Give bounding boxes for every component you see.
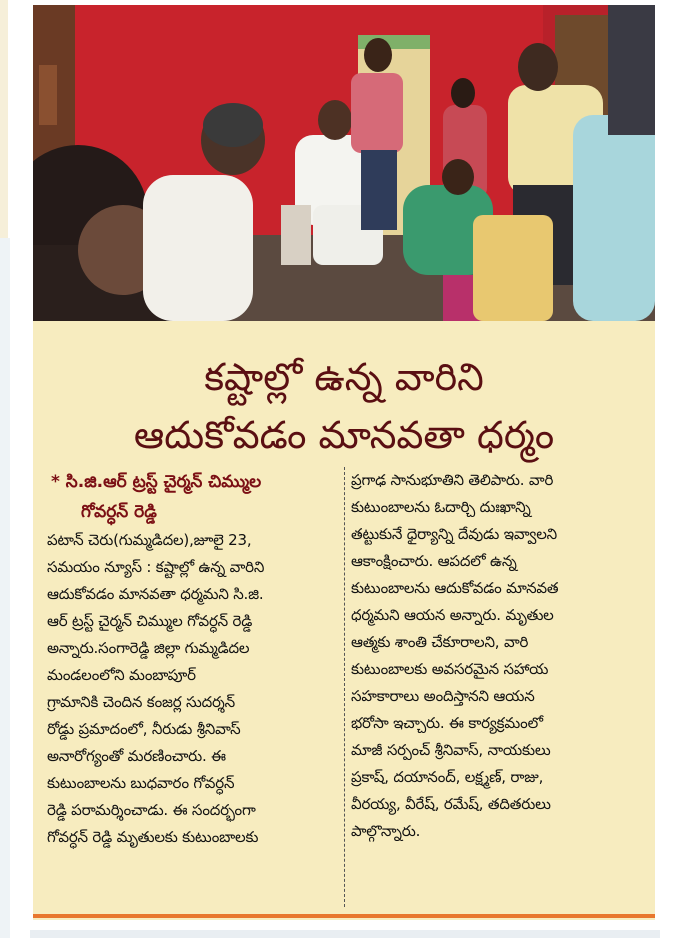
page-edge-left (0, 0, 8, 238)
byline (47, 467, 347, 527)
page-edge-bottom (30, 930, 660, 938)
text-line: రోడ్డు ప్రమాదంలో, నీరుడు శ్రీనివాస్ (47, 720, 241, 738)
text-line: మండలంలోని మంబాపూర్ (47, 666, 196, 684)
text-line: గ్రామానికి చెందిన కంజర్ల సుదర్శన్ (47, 693, 235, 711)
text-line: అన్నారు.సంగారెడ్డి జిల్లా గుమ్మడిదల (47, 639, 250, 657)
left-body (47, 527, 347, 851)
byline-line-2: గోవర్ధన్ రెడ్డి (81, 502, 157, 522)
text-line: సమయం న్యూస్ : కష్టాల్లో ఉన్న వారిని (47, 558, 265, 576)
text-line: రెడ్డి పరామర్శించాడు. ఈ సందర్భంగా (47, 801, 256, 819)
text-line: కుటుంబాలను ఓదార్చి దుఃఖాన్ని (351, 498, 531, 516)
article-column-left (47, 467, 347, 851)
text-line: ఆదుకోవడం మానవతా ధర్మమని సి.జి. (47, 585, 264, 603)
bottom-rule (33, 914, 655, 918)
text-line: గోవర్ధన్ రెడ్డి మృతులకు కుటుంబాలకు (47, 828, 259, 846)
text-line: కుటుంబాలను బుధవారం గోవర్ధన్ (47, 774, 235, 792)
byline-line-1: * సి.జి.ఆర్ ట్రస్ట్ చైర్మన్ చిమ్ముల (51, 472, 262, 492)
news-clipping (33, 5, 655, 920)
text-line: పటాన్ చెరు(గుమ్మడిదల),జూలై 23, (47, 531, 252, 549)
text-line: ఆర్ ట్రస్ట్ చైర్మన్ చిమ్ముల గోవర్ధన్ రెడ్డి (47, 612, 253, 630)
headline-line-1: కష్టాల్లో ఉన్న వారిని (204, 355, 484, 399)
text-line: తట్టుకునే ధైర్యాన్ని దేవుడు ఇవ్వాలని (351, 525, 557, 543)
text-line: కుటుంబాలకు అవసరమైన సహాయ (351, 660, 549, 678)
text-line: ఆకాంక్షించారు. ఆపదలో ఉన్న (351, 552, 517, 570)
column-divider (344, 467, 345, 907)
text-line: అనారోగ్యంతో మరణించారు. ఈ (47, 747, 226, 765)
news-photo (33, 5, 655, 321)
text-line: పాల్గొన్నారు. (351, 822, 421, 840)
text-line: ప్రగాఢ సానుభూతిని తెలిపారు. వారి (351, 471, 554, 489)
text-line: ఆత్మకు శాంతి చేకూరాలని, వారి (351, 633, 529, 651)
text-line: ధర్మమని ఆయన అన్నారు. మృతుల (351, 606, 554, 624)
headline (33, 321, 655, 461)
text-line: భరోసా ఇచ్చారు. ఈ కార్యక్రమంలో (351, 714, 543, 732)
article-column-right (351, 467, 647, 845)
text-line: కుటుంబాలను ఆదుకోవడం మానవత (351, 579, 559, 597)
text-line: ప్రకాష్, దయానంద్, లక్ష్మణ్, రాజు, (351, 768, 544, 786)
text-line: సహకారాలు అందిస్తానని ఆయన (351, 687, 535, 705)
text-line: మాజీ సర్పంచ్ శ్రీనివాస్, నాయకులు (351, 741, 551, 759)
page-edge-left-lower (0, 238, 10, 938)
text-line: వీరయ్య, వీరేష్, రమేష్, తదితరులు (351, 795, 551, 813)
headline-line-2: ఆదుకోవడం మానవతా ధర్మం (133, 413, 555, 457)
